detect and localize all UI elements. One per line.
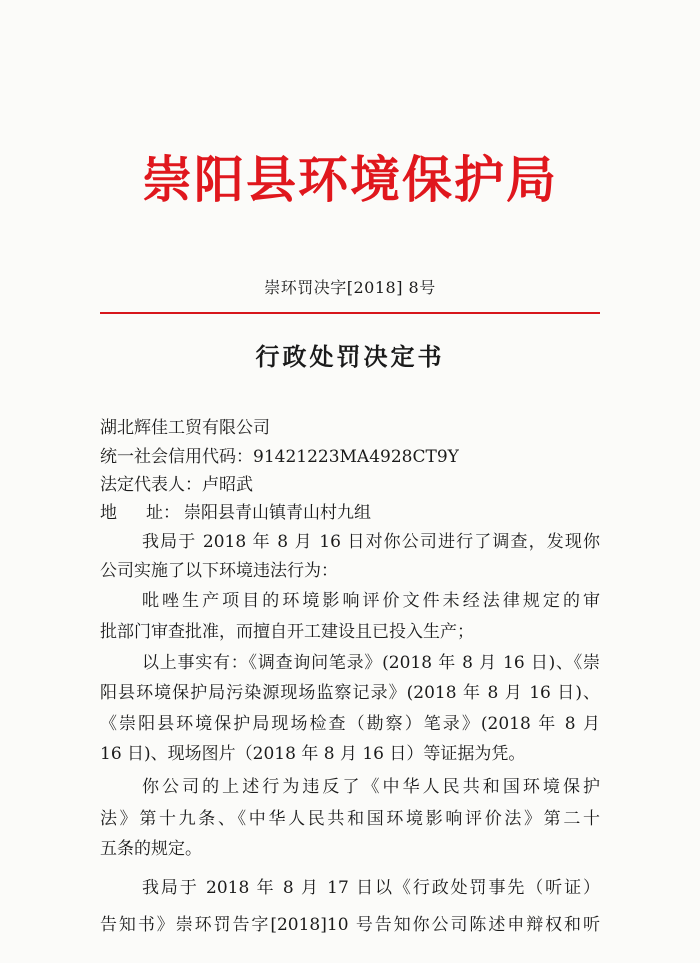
paragraph-line: 《崇阳县环境保护局现场检查（勘察）笔录》(2018 年 8 月	[100, 714, 600, 734]
party-credit-code: 统一社会信用代码：91421223MA4928CT9Y	[100, 447, 459, 467]
paragraph-line: 16 日)、现场图片（2018 年 8 月 16 日）等证据为凭。	[100, 744, 526, 764]
party-legal-representative: 法定代表人：卢昭武	[100, 475, 253, 495]
agency-letterhead: 崇阳县环境保护局	[142, 151, 558, 209]
document-number: 崇环罚决字[2018] 8号	[264, 278, 436, 297]
red-divider-line	[100, 312, 600, 314]
paragraph-line: 五条的规定。	[100, 839, 202, 859]
party-address-value: 崇阳县青山镇青山村九组	[184, 503, 371, 523]
address-label-part: 地	[100, 503, 117, 523]
address-label-part: 址：	[146, 503, 180, 523]
party-company-name: 湖北辉佳工贸有限公司	[100, 418, 270, 438]
paragraph-line: 我局于 2018 年 8 月 16 日对你公司进行了调查，发现你	[142, 532, 600, 552]
paragraph-line: 法》第十九条、《中华人民共和国环境影响评价法》第二十	[100, 809, 600, 829]
paragraph-line: 以上事实有：《调查询问笔录》(2018 年 8 月 16 日)、《崇	[142, 653, 600, 673]
paragraph-line: 公司实施了以下环境违法行为：	[100, 561, 338, 581]
paragraph-line: 你公司的上述行为违反了《中华人民共和国环境保护	[142, 777, 600, 797]
paragraph-line: 批部门审查批准，而擅自开工建设且已投入生产；	[100, 622, 474, 642]
paragraph-line: 我局于 2018 年 8 月 17 日以《行政处罚事先（听证）	[142, 878, 600, 898]
document-title: 行政处罚决定书	[255, 343, 445, 371]
paragraph-line: 阳县环境保护局污染源现场监察记录》(2018 年 8 月 16 日)、	[100, 683, 600, 703]
party-address-label	[100, 498, 180, 523]
paragraph-line: 吡唑生产项目的环境影响评价文件未经法律规定的审	[142, 591, 600, 611]
paragraph-line: 告知书》崇环罚告字[2018]10 号告知你公司陈述申辩权和听	[100, 915, 600, 935]
